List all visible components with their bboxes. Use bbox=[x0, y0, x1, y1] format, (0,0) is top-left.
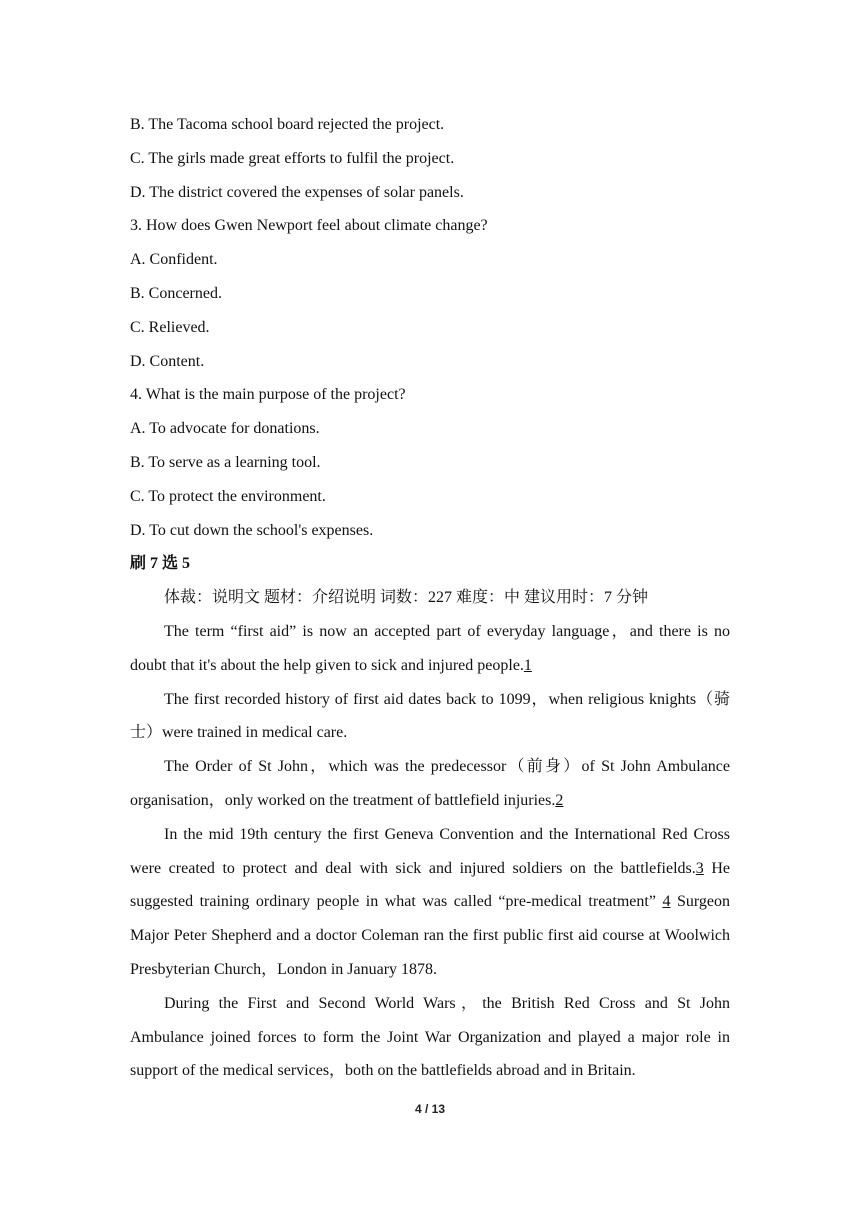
option-line: C. To protect the environment. bbox=[130, 487, 326, 505]
blank-marker: 4 bbox=[662, 893, 671, 911]
passage-paragraph bbox=[130, 818, 730, 987]
blank-marker: 3 bbox=[695, 859, 704, 877]
document-page bbox=[130, 108, 730, 1088]
option-line: B. Concerned. bbox=[130, 284, 222, 302]
page-number: 4 / 13 bbox=[414, 1102, 446, 1116]
option-line: D. The district covered the expenses of solar panels. bbox=[130, 183, 464, 201]
option-line: C. Relieved. bbox=[130, 318, 210, 336]
paragraph-text: He suggested training ordinary people in what was called “pre-medical treatment” bbox=[130, 859, 731, 911]
blank-marker: 1 bbox=[523, 656, 532, 674]
option-line: D. To cut down the school's expenses. bbox=[130, 521, 374, 539]
passage-paragraph bbox=[130, 615, 730, 683]
question-stem: 3. How does Gwen Newport feel about climate change? bbox=[130, 217, 488, 235]
option-line: A. Confident. bbox=[130, 251, 218, 269]
paragraph-text: The first recorded history of first aid dates back to 1099，when religious knights（骑士）were trained in medical care. bbox=[130, 690, 730, 742]
passage-paragraph bbox=[130, 683, 730, 751]
question-stem: 4. What is the main purpose of the project? bbox=[130, 386, 406, 404]
option-line: B. The Tacoma school board rejected the project. bbox=[130, 116, 445, 133]
paragraph-text: The Order of St John，which was the predecessor（前身）of St John Ambulance organisation，only worked on the treatment of battlefield injuries. bbox=[130, 758, 730, 809]
paragraph-text: During the First and Second World Wars，the British Red Cross and St John Ambulance joined forces to form the Joint War Organization and played a major role in support of the medical services，both on the battlefields abroad and in Britain. bbox=[130, 994, 730, 1080]
passage-paragraph bbox=[130, 987, 730, 1088]
option-line: C. The girls made great efforts to fulfil the project. bbox=[130, 149, 455, 167]
paragraph-text: Surgeon Major Peter Shepherd and a doctor Coleman ran the first public first aid course at Woolwich Presbyterian Church，London in January 1878. bbox=[130, 893, 731, 978]
passage-paragraph bbox=[130, 750, 730, 818]
option-line: B. To serve as a learning tool. bbox=[130, 453, 321, 471]
section-meta: 体裁：说明文 题材：介绍说明 词数：227 难度：中 建议用时：7 分钟 bbox=[164, 589, 649, 607]
paragraph-text: In the mid 19th century the first Geneva Convention and the International Red Cross were created to protect and deal with sick and injured soldiers on the battlefields. bbox=[130, 825, 730, 877]
option-line: A. To advocate for donations. bbox=[130, 420, 320, 438]
paragraph-text: The term “first aid” is now an accepted part of everyday language，and there is no doubt that it's about the help given to sick and injured people. bbox=[130, 622, 730, 674]
option-line: D. Content. bbox=[130, 352, 205, 370]
blank-marker: 2 bbox=[555, 791, 564, 809]
section-heading: 刷 7 选 5 bbox=[130, 555, 191, 573]
